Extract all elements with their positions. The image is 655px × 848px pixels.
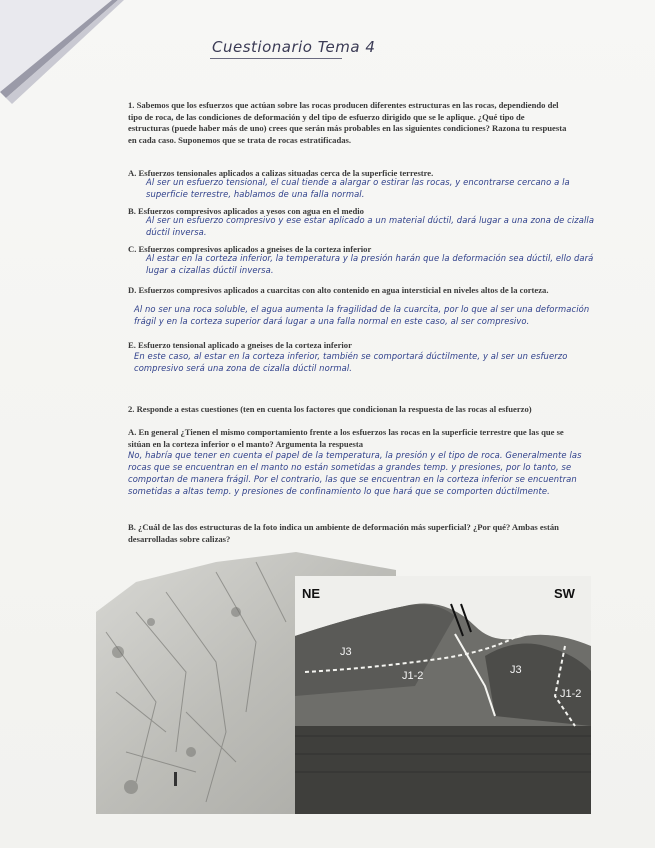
unit-label-j12-right: J1-2 bbox=[560, 688, 582, 700]
question-1b: B. Esfuerzos compresivos aplicados a yesos con agua en el medio bbox=[128, 206, 364, 216]
answer-1a: Al ser un esfuerzo tensional, el cual tiende a alargar o estirar las rocas, y encontrarse cercano a la superficie terrestre, hablamos de una falla normal. bbox=[146, 177, 570, 199]
unit-label-j3-left: J3 bbox=[340, 646, 352, 658]
photo-label-ne: NE bbox=[302, 586, 321, 601]
question-2-prompt: 2. Responde a estas cuestiones (ten en cuenta los factores que condicionan la respuesta de las rocas al esfuerzo) bbox=[128, 404, 532, 414]
geology-photos bbox=[96, 552, 591, 814]
page-title: Cuestionario Tema 4 bbox=[212, 38, 376, 56]
question-1c: C. Esfuerzos compresivos aplicados a gneises de la corteza inferior bbox=[128, 244, 372, 254]
question-1e: E. Esfuerzo tensional aplicado a gneises de la corteza inferior bbox=[128, 340, 352, 350]
unit-label-j12-left: J1-2 bbox=[402, 670, 424, 682]
question-2b: B. ¿Cuál de las dos estructuras de la foto indica un ambiente de deformación más superficial? ¿Por qué? Ambas están desarrolladas sobre calizas? bbox=[128, 522, 559, 544]
answer-1d: Al no ser una roca soluble, el agua aumenta la fragilidad de la cuarcita, por lo que al ser una deformación frágil y en la corteza superior dará lugar a una falla normal en este caso, al ser compresivo. bbox=[134, 304, 590, 326]
question-1-prompt: 1. Sabemos que los esfuerzos que actúan sobre las rocas producen diferentes estructuras en las rocas, dependiendo del tipo de roca, de las condiciones de deformación y del tipo de esfuerzo dirigido que se le aplique. ¿Qué tipo de estructuras (puede haber más de uno) crees que serán más probables en las siguientes condiciones? Razona tu respuesta en cada caso. Suponemos que se trata de rocas estratificadas. bbox=[128, 100, 567, 145]
page-corner-fold bbox=[0, 0, 130, 110]
question-1a: A. Esfuerzos tensionales aplicados a calizas situadas cerca de la superficie terrestre. bbox=[128, 168, 434, 178]
question-1d: D. Esfuerzos compresivos aplicados a cuarcitas con alto contenido en agua intersticial en niveles altos de la corteza. bbox=[128, 285, 549, 295]
title-underline bbox=[210, 58, 342, 59]
unit-label-j3-right: J3 bbox=[510, 664, 522, 676]
question-2a: A. En general ¿Tienen el mismo comportamiento frente a los esfuerzos las rocas en la superficie terrestre que las que se sitúan en la corteza inferior o el manto? Argumenta la respuesta bbox=[128, 427, 564, 449]
photo-label-sw: SW bbox=[554, 586, 575, 601]
answer-1e: En este caso, al estar en la corteza inferior, también se comportará dúctilmente, y al ser un esfuerzo compresivo será una zona de cizalla dúctil normal. bbox=[134, 351, 568, 373]
answer-1c: Al estar en la corteza inferior, la temperatura y la presión harán que la deformación sea dúctil, ello dará lugar a cizallas dúctil inversa. bbox=[146, 253, 594, 275]
fault-photo bbox=[295, 576, 591, 814]
answer-1b: Al ser un esfuerzo compresivo y ese estar aplicado a un material dúctil, dará lugar a una zona de cizalla dúctil inversa. bbox=[146, 215, 595, 237]
answer-2a: No, habría que tener en cuenta el papel de la temperatura, la presión y el tipo de roca. Generalmente las rocas que se encuentran en el manto no están sometidas a grandes temp. y presiones, por lo tanto, se comportan de manera frágil. Por el contrario, las que se encuentran en la corteza inferior se encuentran sometidas a altas temp. y presiones de confinamiento lo que hará que se comporten dúctilmente. bbox=[128, 450, 582, 496]
